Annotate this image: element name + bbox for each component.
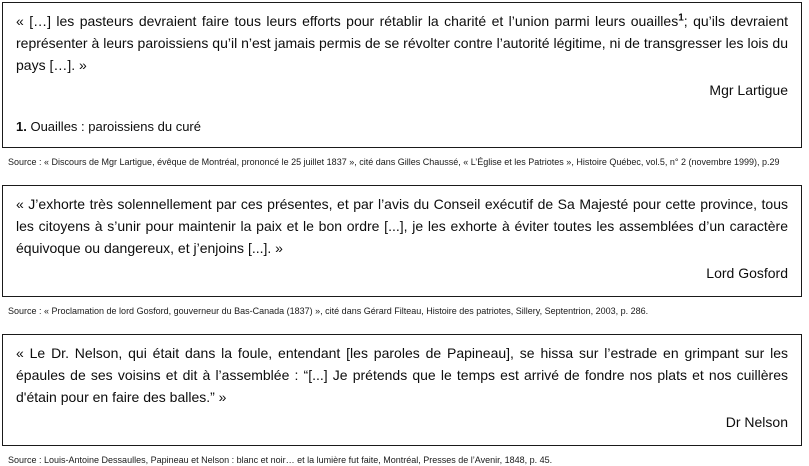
quote-text-before-footnote: « […] les pasteurs devraient faire tous leurs efforts pour rétablir la charité et l’union parmi leurs ouailles	[16, 13, 679, 29]
quote-paragraph: « J’exhorte très solennellement par ces présentes, et par l’avis du Conseil exécutif de Sa Majesté pour cette province, tous les citoyens à s’unir pour maintenir la paix et le bon ordre [...], je les exhorte à éviter toutes les assemblées d’un caractère équivoque ou dangereux, et j’enjoins [...]. »	[16, 196, 788, 256]
quote-text-after-footnote: ; qu’ils devraient représenter à leurs paroissiens qu’il n’est jamais permis de se révolter contre l’autorité légitime, ni de transgresser les lois du pays […]. »	[16, 13, 788, 73]
attribution-gosford: Lord Gosford	[706, 265, 788, 281]
quote-paragraph: « Le Dr. Nelson, qui était dans la foule, entendant [les paroles de Papineau], se hissa sur l’estrade en grimpant sur les épaules de ses voisins et dit à l’assemblée : “[...] Je prétends que le temps est arrivé de fondre nos plats et nos cuillères d'étain pour en faire des balles.” »	[16, 345, 788, 405]
attribution-nelson: Dr Nelson	[725, 414, 788, 430]
quote-section-nelson	[2, 334, 809, 466]
quote-box-lartigue	[2, 2, 802, 148]
footnote-number: 1.	[16, 119, 27, 134]
quote-section-lartigue	[2, 2, 809, 168]
quote-section-gosford	[2, 185, 809, 317]
footnote-reference-marker: 1	[678, 12, 684, 24]
footnote-text: Ouailles : paroissiens du curé	[26, 119, 201, 134]
footnote-definition	[16, 119, 788, 135]
quote-box-nelson	[2, 334, 802, 446]
source-citation-gosford: Source : « Proclamation de lord Gosford, gouverneur du Bas-Canada (1837) », cité dans Gérard Filteau, Histoire des patriotes, Sillery, Septentrion, 2003, p. 286.	[8, 306, 649, 316]
source-citation-lartigue: Source : « Discours de Mgr Lartigue, évêque de Montréal, prononcé le 25 juillet 1837 », cité dans Gilles Chaussé, « L’Église et les Patriotes », Histoire Québec, vol.5, n° 2 (novembre 1999), p.29	[8, 157, 780, 167]
quote-paragraph	[16, 10, 788, 76]
attribution-lartigue: Mgr Lartigue	[709, 82, 788, 98]
source-citation-nelson: Source : Louis-Antoine Dessaulles, Papineau et Nelson : blanc et noir… et la lumière fut faite, Montréal, Presses de l’Avenir, 1848, p. 45.	[8, 455, 553, 465]
quote-box-gosford	[2, 185, 802, 297]
